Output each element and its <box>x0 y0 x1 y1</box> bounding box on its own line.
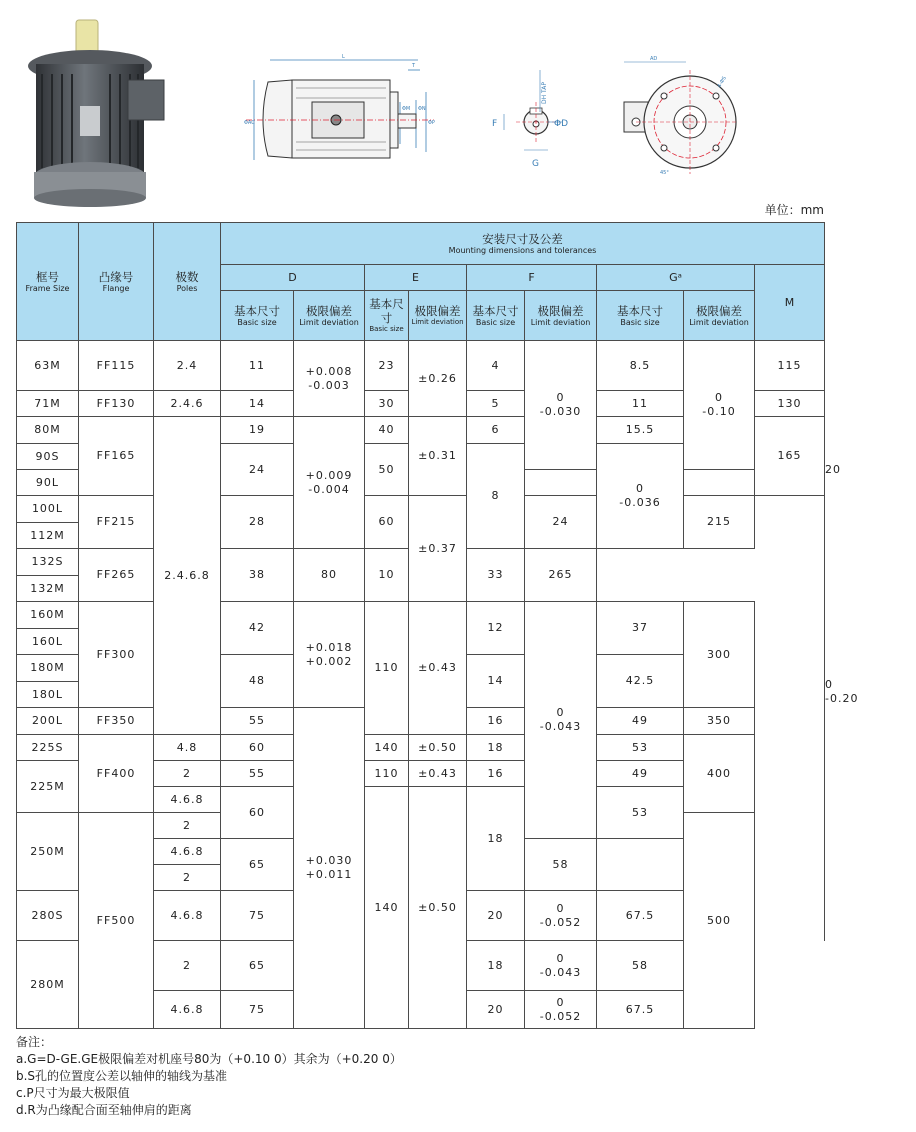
poles-cell: 2.4 <box>154 341 221 391</box>
poles-cell: 2 <box>154 813 221 839</box>
frame-cell: 225M <box>17 761 79 813</box>
frame-cell: 250M <box>17 813 79 891</box>
e-dev-header: 极限偏差 Limit deviation <box>409 291 467 341</box>
poles-cell: 2 <box>154 941 221 991</box>
d-basic-cell: 75 <box>221 891 294 941</box>
poles-header: 极数 Poles <box>154 223 221 341</box>
f-basic-cell: 12 <box>467 602 525 655</box>
frame-cell: 100L <box>17 496 79 523</box>
dim-f-label: F <box>492 119 498 129</box>
poles-cell: 2 <box>154 761 221 787</box>
poles-cell: 2 <box>154 865 221 891</box>
f-basic-cell: 5 <box>467 391 525 417</box>
d-basic-cell: 65 <box>221 839 294 891</box>
d-basic-header: 基本尺寸 Basic size <box>221 291 294 341</box>
f-dev-cell: 0 -0.052 <box>525 991 597 1029</box>
e-basic-cell: 110 <box>365 602 409 735</box>
d-basic-cell: 75 <box>221 991 294 1029</box>
g-basic-cell: 53 <box>597 787 684 839</box>
e-header: E <box>365 265 467 291</box>
motor-photo <box>18 18 178 208</box>
f-basic-cell: 20 <box>467 891 525 941</box>
g-basic-cell: 42.5 <box>597 655 684 708</box>
d-basic-cell: 19 <box>221 417 294 444</box>
e-dev-cell: ±0.43 <box>409 602 467 735</box>
dim-ac-label: ΦAC <box>244 120 255 126</box>
g-header: Gᵃ <box>597 265 755 291</box>
flange-cell: FF165 <box>79 417 154 496</box>
dim-l-label: L <box>342 54 345 60</box>
d-basic-cell: 11 <box>221 341 294 391</box>
dim-t-label: T <box>412 63 416 69</box>
flange-cell: FF215 <box>79 496 154 549</box>
g-basic-cell: 67.5 <box>597 991 684 1029</box>
frame-cell: 80M <box>17 417 79 444</box>
frame-cell: 180L <box>17 682 79 708</box>
d-basic-cell: 38 <box>221 549 294 602</box>
e-basic-cell: 110 <box>365 761 409 787</box>
g-basic-cell: 11 <box>597 391 684 417</box>
m-header: M <box>755 265 825 341</box>
f-basic-cell: 10 <box>365 549 409 602</box>
notes <box>16 1034 402 1119</box>
flange-cell: FF265 <box>79 549 154 602</box>
f-basic-cell: 4 <box>467 341 525 391</box>
f-basic-cell: 14 <box>467 655 525 708</box>
e-basic-cell: 30 <box>365 391 409 417</box>
e-dev-cell: ±0.43 <box>409 761 467 787</box>
g-dev-header: 极限偏差 Limit deviation <box>684 291 755 341</box>
dim-45-label: 45° <box>660 170 669 176</box>
poles-cell: 2.4.6.8 <box>154 417 221 735</box>
f-dev-cell: 0 -0.036 <box>597 444 684 549</box>
poles-cell: 4.6.8 <box>154 839 221 865</box>
note-c: c.P尺寸为最大极限值 <box>16 1086 130 1100</box>
m-cell: 130 <box>755 391 825 417</box>
d-basic-cell: 42 <box>221 602 294 655</box>
f-dev-cell: 0 -0.043 <box>525 941 597 991</box>
frame-cell: 132S <box>17 549 79 576</box>
e-dev-cell: ±0.50 <box>409 787 467 1029</box>
m-cell: 265 <box>525 549 597 602</box>
f-dev-header: 极限偏差 Limit deviation <box>525 291 597 341</box>
d-basic-cell: 65 <box>221 941 294 991</box>
e-basic-cell: 40 <box>365 417 409 444</box>
dim-m-label: ΦM <box>402 106 411 112</box>
flange-cell: FF500 <box>79 813 154 1029</box>
g-basic-cell: 58 <box>525 839 597 891</box>
frame-cell: 90L <box>17 470 79 496</box>
unit-label: 单位：mm <box>764 203 824 217</box>
d-basic-cell: 55 <box>221 708 294 735</box>
e-basic-cell: 140 <box>365 787 409 1029</box>
dim-d-label: ΦD <box>554 119 569 129</box>
frame-cell: 280M <box>17 941 79 1029</box>
notes-title: 备注： <box>16 1035 53 1049</box>
m-cell: 115 <box>755 341 825 391</box>
d-dev-header: 极限偏差 Limit deviation <box>294 291 365 341</box>
flange-front-drawing <box>616 50 740 178</box>
frame-cell: 63M <box>17 341 79 391</box>
frame-cell: 280S <box>17 891 79 941</box>
e-basic-cell: 23 <box>365 341 409 391</box>
dim-n-label: ΦN <box>418 106 426 112</box>
flange-cell: FF300 <box>79 602 154 708</box>
e-dev-cell: ±0.31 <box>409 417 467 496</box>
mounting-dimensions-table: 框号 Frame Size 凸缘号 Flange 极数 Poles 安装尺寸及公差 Mounting dimensions and tolerances D E F Gᵃ M 基本尺寸 Basic size 极限偏差 Limit deviation 基本尺寸 Basic size 极限偏差 Limit deviation 基本尺寸 Basic size 极限偏差 Limit deviation 基本尺寸 Basic size 极限偏差 Limit deviation 63M FF115 2.4 11 +0.008 -0.003 23 ±0.26 4 0 -0.030 8.5 0 -0.10 115 71M FF130 2.4.6 14 30 5 11 130 80M FF165 2.4.6.8 19 +0.009 -0.004 40 ±0.31 6 15.5 165 90S 24 50 8 0 -0.036 20 0 -0.20 90L 100L FF215 28 60 ±0.37 24 215 112M 132S FF265 38 80 10 33 265 132M 160M FF300 42 +0.018 +0.002 110 ±0.43 12 0 -0.043 37 300 160L 180M 48 14 42.5 180L 200L FF350 55 +0.030 +0.011 16 49 350 225S FF400 4.8 60 140 ±0.50 18 53 400 225M 2 55 110 ±0.43 16 49 4.6.8 60 140 ±0.50 18 53 250M FF500 2 500 4.6.8 65 58 2 280S 4.6.8 75 20 0 -0.052 67.5 280M 2 65 18 0 -0.043 58 4.6.8 75 20 0 -0.052 67.5 <box>16 222 825 1029</box>
d-basic-cell: 14 <box>221 391 294 417</box>
poles-cell: 4.6.8 <box>154 891 221 941</box>
flange-cell: FF115 <box>79 341 154 391</box>
e-basic-cell: 140 <box>365 735 409 761</box>
f-basic-cell: 8 <box>467 444 525 549</box>
m-cell: 400 <box>684 735 755 813</box>
d-basic-cell: 60 <box>221 787 294 839</box>
d-dev-cell: +0.008 -0.003 <box>294 341 365 417</box>
d-basic-cell: 60 <box>221 735 294 761</box>
frame-cell: 71M <box>17 391 79 417</box>
f-dev-cell: 0 -0.052 <box>525 891 597 941</box>
flange-cell: FF400 <box>79 735 154 813</box>
flange-header: 凸缘号 Flange <box>79 223 154 341</box>
frame-cell: 200L <box>17 708 79 735</box>
e-basic-header: 基本尺寸 Basic size <box>365 291 409 341</box>
poles-cell: 2.4.6 <box>154 391 221 417</box>
g-basic-cell: 37 <box>597 602 684 655</box>
d-dev-cell: +0.030 +0.011 <box>294 708 365 1029</box>
f-basic-cell: 18 <box>467 735 525 761</box>
flange-cell: FF130 <box>79 391 154 417</box>
e-basic-cell: 80 <box>294 549 365 602</box>
d-basic-cell: 55 <box>221 761 294 787</box>
e-dev-cell: ±0.50 <box>409 735 467 761</box>
mounting-dimensions-header: 安装尺寸及公差 Mounting dimensions and tolerances <box>221 223 825 265</box>
frame-cell: 132M <box>17 576 79 602</box>
dim-g-label: G <box>532 159 539 169</box>
f-basic-cell: 20 <box>467 991 525 1029</box>
d-dev-cell: +0.018 +0.002 <box>294 602 365 708</box>
d-basic-cell: 28 <box>221 496 294 549</box>
frame-cell: 225S <box>17 735 79 761</box>
frame-cell: 90S <box>17 444 79 470</box>
frame-size-header: 框号 Frame Size <box>17 223 79 341</box>
f-basic-cell: 6 <box>467 417 525 444</box>
dim-s-label: 4-ΦS <box>716 75 728 89</box>
poles-cell: 4.8 <box>154 735 221 761</box>
e-basic-cell: 60 <box>365 496 409 549</box>
g-basic-cell: 53 <box>597 735 684 761</box>
note-b: b.S孔的位置度公差以轴伸的轴线为基准 <box>16 1069 228 1083</box>
note-d: d.R为凸缘配合面至轴伸肩的距离 <box>16 1103 192 1117</box>
frame-cell: 112M <box>17 523 79 549</box>
g-basic-cell: 15.5 <box>597 417 684 444</box>
flange-cell: FF350 <box>79 708 154 735</box>
f-basic-cell: 18 <box>467 787 525 891</box>
e-dev-cell: ±0.37 <box>409 496 467 602</box>
dh-tap-label: DH TAP <box>541 82 548 104</box>
g-basic-cell: 24 <box>525 496 597 549</box>
poles-cell: 4.6.8 <box>154 787 221 813</box>
dim-ad-label: AD <box>650 56 658 62</box>
g-basic-header: 基本尺寸 Basic size <box>597 291 684 341</box>
g-basic-cell: 58 <box>597 941 684 991</box>
e-basic-cell: 50 <box>365 444 409 496</box>
d-basic-cell: 48 <box>221 655 294 708</box>
f-header: F <box>467 265 597 291</box>
g-basic-cell: 67.5 <box>597 891 684 941</box>
m-cell: 350 <box>684 708 755 735</box>
shaft-end-drawing <box>486 66 576 174</box>
m-cell: 215 <box>684 496 755 549</box>
f-dev-cell: 0 -0.030 <box>525 341 597 470</box>
m-cell: 500 <box>684 813 755 1029</box>
m-cell: 165 <box>755 417 825 496</box>
f-dev-cell: 0 -0.043 <box>525 602 597 839</box>
note-a: a.G=D-GE.GE极限偏差对机座号80为（+0.10 0）其余为（+0.20 0） <box>16 1052 402 1066</box>
g-dev-cell: 0 -0.10 <box>684 341 755 470</box>
f-basic-header: 基本尺寸 Basic size <box>467 291 525 341</box>
poles-cell: 4.6.8 <box>154 991 221 1029</box>
f-basic-cell: 16 <box>467 761 525 787</box>
frame-cell: 160M <box>17 602 79 629</box>
d-dev-cell: +0.009 -0.004 <box>294 417 365 549</box>
dim-p-label: ΦP <box>428 120 435 126</box>
g-basic-cell: 49 <box>597 708 684 735</box>
frame-cell: 160L <box>17 629 79 655</box>
m-cell: 300 <box>684 602 755 708</box>
d-header: D <box>221 265 365 291</box>
f-basic-cell: 18 <box>467 941 525 991</box>
g-basic-cell: 8.5 <box>597 341 684 391</box>
motor-side-view-drawing <box>240 52 440 174</box>
f-basic-cell: 16 <box>467 708 525 735</box>
g-basic-cell: 49 <box>597 761 684 787</box>
g-basic-cell: 33 <box>467 549 525 602</box>
frame-cell: 180M <box>17 655 79 682</box>
d-basic-cell: 24 <box>221 444 294 496</box>
e-dev-cell: ±0.26 <box>409 341 467 417</box>
